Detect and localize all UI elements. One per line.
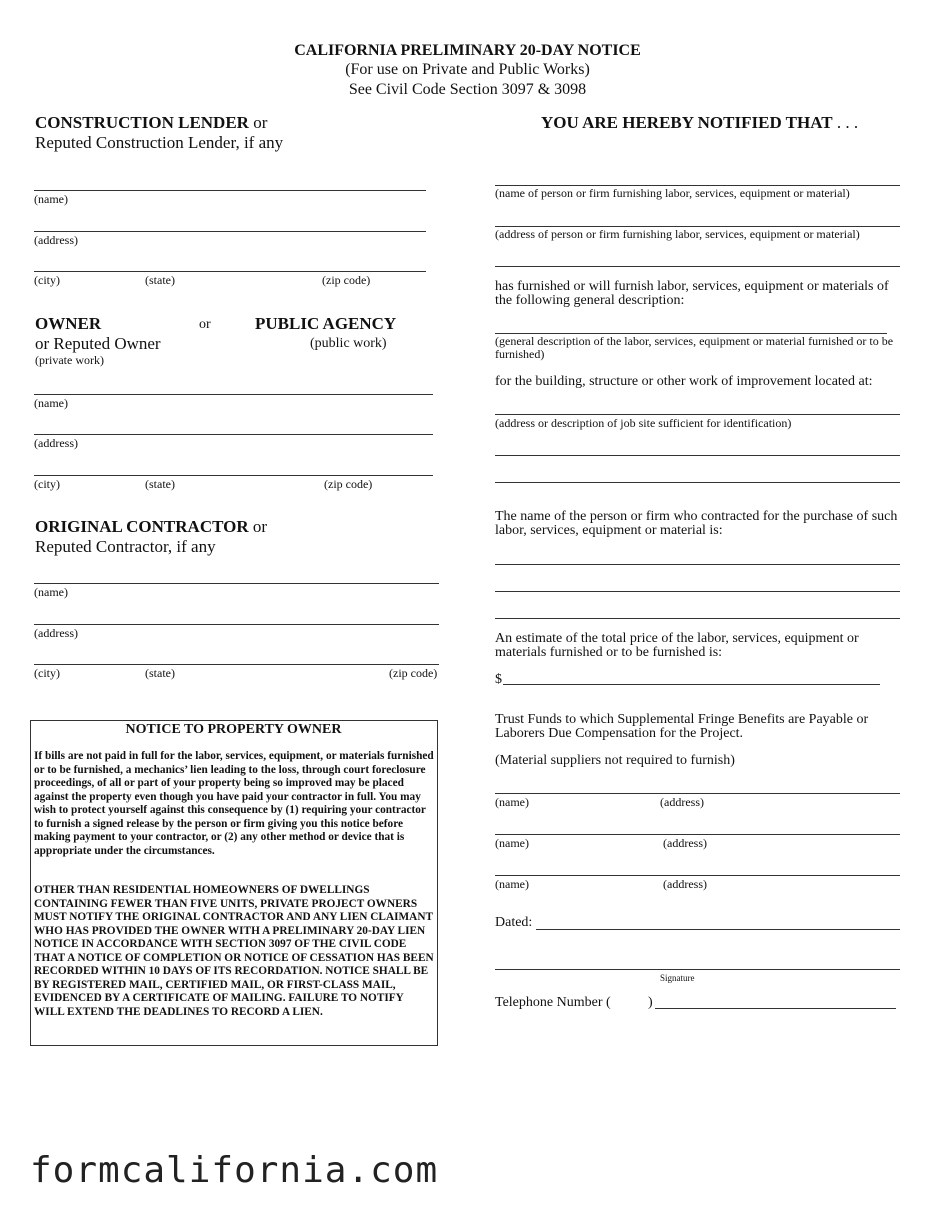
building-text: for the building, structure or other work of improvement located at: [495, 374, 873, 389]
trust-row-1-line[interactable] [495, 793, 900, 794]
notified-heading-dots: . . . [836, 113, 859, 132]
reputed-owner-label: or Reputed Owner [35, 334, 161, 353]
estimate-dollar-sign: $ [495, 672, 502, 687]
owner-address-label: (address) [34, 436, 78, 450]
lender-heading-or: or [253, 113, 268, 132]
owner-heading: OWNER [35, 314, 102, 333]
lender-city-label: (city) [34, 273, 60, 287]
lender-zip-label: (zip code) [322, 273, 371, 287]
lender-address-line[interactable] [34, 231, 426, 232]
suppliers-note: (Material suppliers not required to furnish) [495, 753, 735, 768]
lender-state-label: (state) [145, 273, 175, 287]
signature-line[interactable] [495, 969, 900, 970]
contractor-heading-bold: ORIGINAL CONTRACTOR [35, 517, 249, 536]
contractor-heading-or: or [252, 517, 268, 536]
trust-row-1-address: (address) [660, 795, 704, 809]
trust-funds-text: Trust Funds to which Supplemental Fringe Benefits are Payable or Laborers Due Compensation for the Project. [495, 712, 869, 741]
notice-title: NOTICE TO PROPERTY OWNER [125, 722, 342, 737]
contracted-line-2[interactable] [495, 591, 900, 592]
owner-zip-label: (zip code) [324, 477, 373, 491]
form-title: CALIFORNIA PRELIMINARY 20-DAY NOTICE [294, 42, 641, 59]
lender-name-line[interactable] [34, 190, 426, 191]
public-agency-heading: PUBLIC AGENCY [255, 314, 397, 333]
trust-row-2-name: (name) [495, 836, 529, 850]
contracted-line-1[interactable] [495, 564, 900, 565]
public-work-label: (public work) [310, 336, 387, 351]
site-watermark: formcalifornia.com [30, 1150, 439, 1191]
owner-name-line[interactable] [34, 394, 433, 395]
trust-row-3-line[interactable] [495, 875, 900, 876]
jobsite-line-2[interactable] [495, 455, 900, 456]
trust-row-1-name: (name) [495, 795, 529, 809]
lender-heading [35, 114, 267, 131]
owner-address-line[interactable] [34, 434, 433, 435]
contractor-name-label: (name) [34, 585, 68, 599]
notified-heading [541, 114, 858, 131]
lender-heading-line2: Reputed Construction Lender, if any [35, 133, 284, 152]
dated-line[interactable] [536, 929, 900, 930]
jobsite-line[interactable] [495, 414, 900, 415]
form-subtitle: (For use on Private and Public Works) [345, 61, 590, 78]
jobsite-line-3[interactable] [495, 482, 900, 483]
contractor-heading [35, 518, 267, 535]
contractor-heading-line2: Reputed Contractor, if any [35, 537, 216, 556]
contractor-name-line[interactable] [34, 583, 439, 584]
jobsite-label: (address or description of job site sufficient for identification) [495, 416, 792, 430]
notice-to-owner-box [30, 720, 438, 1046]
contractor-state-label: (state) [145, 666, 175, 680]
estimate-text: An estimate of the total price of the labor, services, equipment or materials furnished or to be furnished is: [495, 631, 859, 660]
firm-name-label: (name of person or firm furnishing labor, services, equipment or material) [495, 186, 850, 200]
trust-row-3-address: (address) [663, 877, 707, 891]
signature-label: Signature [660, 973, 695, 983]
owner-city-label: (city) [34, 477, 60, 491]
contractor-zip-label: (zip code) [389, 666, 438, 680]
owner-or: or [199, 317, 211, 332]
contracted-line-3[interactable] [495, 618, 900, 619]
contractor-city-label: (city) [34, 666, 60, 680]
estimate-amount-line[interactable] [503, 684, 880, 685]
lender-address-label: (address) [34, 233, 78, 247]
firm-address-line-2[interactable] [495, 266, 900, 267]
owner-state-label: (state) [145, 477, 175, 491]
lender-city-line[interactable] [34, 271, 426, 272]
owner-city-line[interactable] [34, 475, 433, 476]
contractor-address-label: (address) [34, 626, 78, 640]
description-label: (general description of the labor, services, equipment or material furnished or to be furnished) [495, 334, 894, 361]
dated-label: Dated: [495, 915, 533, 930]
private-work-label: (private work) [35, 353, 104, 367]
lender-heading-bold: CONSTRUCTION LENDER [35, 113, 249, 132]
trust-row-3-name: (name) [495, 877, 529, 891]
telephone-line[interactable] [655, 1008, 896, 1009]
contracted-text: The name of the person or firm who contracted for the purchase of such labor, services, equipment or material is: [495, 509, 898, 538]
contractor-city-line[interactable] [34, 664, 439, 665]
firm-address-label: (address of person or firm furnishing labor, services, equipment or material) [495, 227, 860, 241]
telephone-close-paren: ) [648, 995, 653, 1010]
notice-paragraph-2: OTHER THAN RESIDENTIAL HOMEOWNERS OF DWELLINGS CONTAINING FEWER THAN FIVE UNITS, PRIVATE PROJECT OWNERS MUST NOTIFY THE ORIGINAL CONTRACTOR AND ANY LIEN CLAIMANT WHO HAS PROVIDED THE OWNER WITH A PRELIMINARY 20-DAY LIEN NOTICE IN ACCORDANCE WITH SECTION 3097 OF THE CIVIL CODE THAT A NOTICE OF COMPLETION OR NOTICE OF CESSATION HAS BEEN RECORDED WITHIN 10 DAYS OF ITS RECORDATION. NOTICE SHALL BE BY REGISTERED MAIL, CERTIFIED MAIL, OR FIRST-CLASS MAIL, EVIDENCED BY A CERTIFICATE OF MAILING. FAILURE TO NOTIFY WILL EXTEND THE DEADLINES TO RECORD A LIEN. [34, 884, 434, 1018]
trust-row-2-address: (address) [663, 836, 707, 850]
notice-paragraph-1: If bills are not paid in full for the labor, services, equipment, or materials furnished or to be furnished, a mechanics’ lien leading to the loss, through court foreclosure proceedings, of all or part of your property being so improved may be placed against the property even though you have paid your contractor in full. You may wish to protect yourself against this consequence by (1) requiring your contractor to furnish a signed release by the person or firm giving you this notice before making payment to your contractor, or (2) any other method or device that is appropriate under the circumstances. [34, 750, 434, 857]
owner-name-label: (name) [34, 396, 68, 410]
contractor-address-line[interactable] [34, 624, 439, 625]
furnished-text: has furnished or will furnish labor, services, equipment or materials of the following general description: [495, 279, 889, 308]
trust-row-2-line[interactable] [495, 834, 900, 835]
lender-name-label: (name) [34, 192, 68, 206]
form-code-reference: See Civil Code Section 3097 & 3098 [348, 81, 587, 98]
notified-heading-bold: YOU ARE HEREBY NOTIFIED THAT [541, 113, 833, 132]
telephone-label: Telephone Number ( [495, 995, 611, 1010]
